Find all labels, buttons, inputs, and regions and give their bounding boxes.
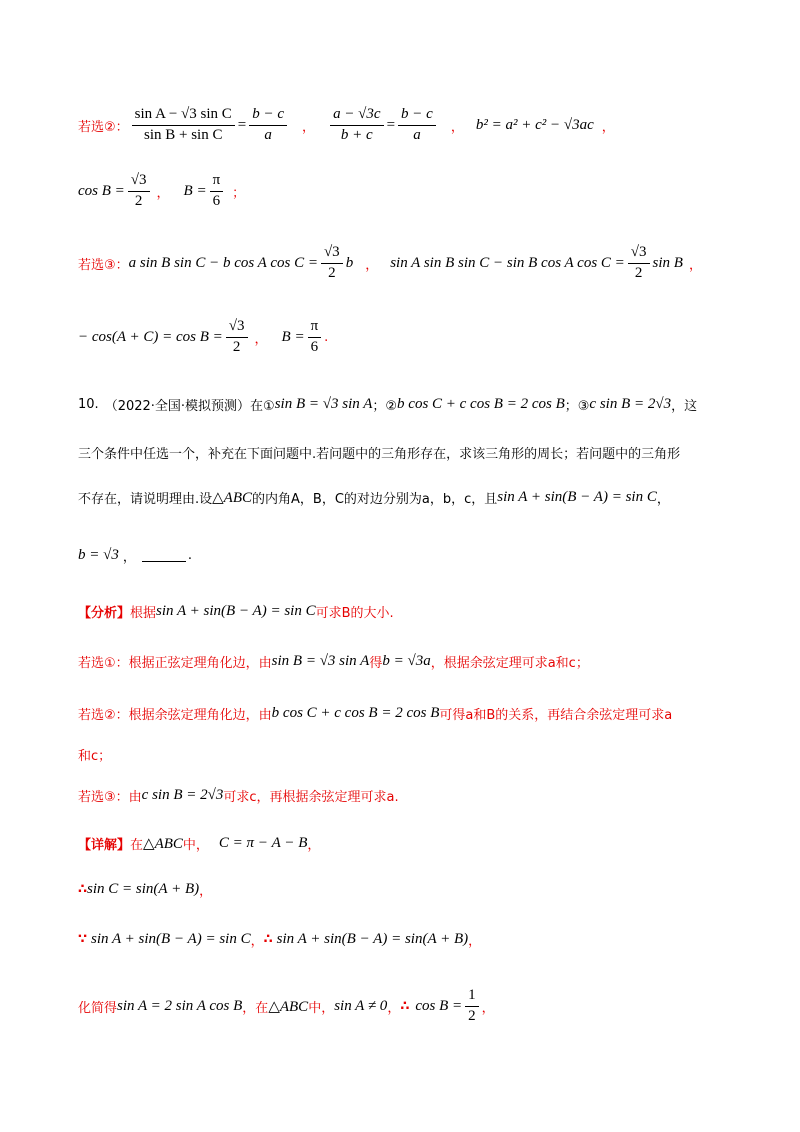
detail-step-3: 化简得 sin A = 2 sin A cos B ，在 △ABC 中， sin A ≠ 0 ， ∴ cos B = $\frac{1}{2}$ ， <box>78 987 495 1024</box>
triangle-abc: △ABC <box>268 998 309 1015</box>
solution-line: − cos(A + C) = cos B = $\frac{√3}{2}$ ， B = $\frac{\pi}{6}$ . <box>78 318 329 355</box>
solution-line-choice-2: 若选②： $\frac{\text{sin A − √3 sin C}}{\text{sin B + sin C}}$ = $\frac{b - c}{a}$ ， $\frac{a - √3c}{b + c}$ = $\frac{b - c}{a}$ ， b² = a² + c² − √3ac ， <box>78 106 615 143</box>
option-1-line: 若选①：根据正弦定理角化边，由 sin B = √3 sin A 得 b = √3a ，根据余弦定理可求a和c； <box>78 652 589 671</box>
math-expression: b² = a² + c² − √3ac <box>475 116 594 133</box>
detail-line: 【详解】 在 △ABC 中， C = π − A − B ， <box>78 834 321 853</box>
choice-label: 若选③： <box>78 257 129 273</box>
because-symbol: ∵ <box>78 931 88 947</box>
triangle-abc: △ABC <box>143 835 183 852</box>
fraction: $\frac{\text{sin A − √3 sin C}}{\text{sin B + sin C}}$ <box>132 106 235 144</box>
fraction: $\frac{a - √3c}{b + c}$ <box>330 106 384 144</box>
fraction: $\frac{√3}{2}$ <box>628 244 650 282</box>
analysis-tag: 【分析】 <box>78 605 131 621</box>
detail-step-1: ∴ sin C = sin(A + B) ， <box>78 880 213 899</box>
therefore-symbol: ∴ <box>78 881 88 897</box>
detail-step-2: ∵ sin A + sin(B − A) = sin C ， ∴ sin A + sin(B − A) = sin(A + B) ， <box>78 930 482 949</box>
solution-line: cos B = $\frac{√3}{2}$ ， B = $\frac{\pi}{6}$ ； <box>78 172 246 209</box>
option-2-line: 若选②：根据余弦定理角化边，由 b cos C + c cos B = 2 cos B 可得a和B的关系，再结合余弦定理可求a <box>78 704 673 723</box>
question-number: 10. <box>78 396 99 412</box>
detail-tag: 【详解】 <box>78 837 131 853</box>
question-10-line-4: b = √3 ， . <box>78 546 193 565</box>
triangle-abc: △ABC <box>212 489 253 506</box>
choice-label: 若选②： <box>78 119 129 135</box>
fraction: $\frac{b - c}{a}$ <box>398 106 436 144</box>
fraction: $\frac{√3}{2}$ <box>321 244 343 282</box>
fraction: $\frac{b - c}{a}$ <box>249 106 287 144</box>
therefore-symbol: ∴ <box>263 931 273 947</box>
fraction: $\frac{\pi}{6}$ <box>308 318 322 356</box>
fraction: $\frac{\pi}{6}$ <box>210 172 224 210</box>
question-10-line-2: 三个条件中任选一个，补充在下面问题中.若问题中的三角形存在，求该三角形的周长；若问题中的三角形 <box>78 446 681 462</box>
fraction: $\frac{√3}{2}$ <box>128 172 150 210</box>
question-10-line-1: 10. （2022·全国·模拟预测）在① sin B = √3 sin A ；② b cos C + c cos B = 2 cos B ；③ c sin B = 2√3 ，这 <box>78 395 698 414</box>
option-2-line-cont: 和c； <box>78 748 112 764</box>
analysis-line: 【分析】 根据 sin A + sin(B − A) = sin C 可求B的大小. <box>78 602 394 621</box>
fraction: $\frac{√3}{2}$ <box>226 318 248 356</box>
option-3-line: 若选③：由 c sin B = 2√3 可求c，再根据余弦定理可求a. <box>78 786 399 805</box>
therefore-symbol: ∴ <box>400 998 410 1014</box>
fraction: $\frac{1}{2}$ <box>465 987 479 1025</box>
solution-line-choice-3: 若选③： a sin B sin C − b cos A cos C = $\frac{√3}{2}$ b ， sin A sin B sin C − sin B cos A cos C = $\frac{√3}{2}$ sin B ， <box>78 244 702 281</box>
question-10-line-3: 不存在，请说明理由.设 △ABC 的内角A，B，C的对边分别为a，b，c，且 sin A + sin(B − A) = sin C ， <box>78 488 670 507</box>
answer-blank <box>142 549 186 562</box>
